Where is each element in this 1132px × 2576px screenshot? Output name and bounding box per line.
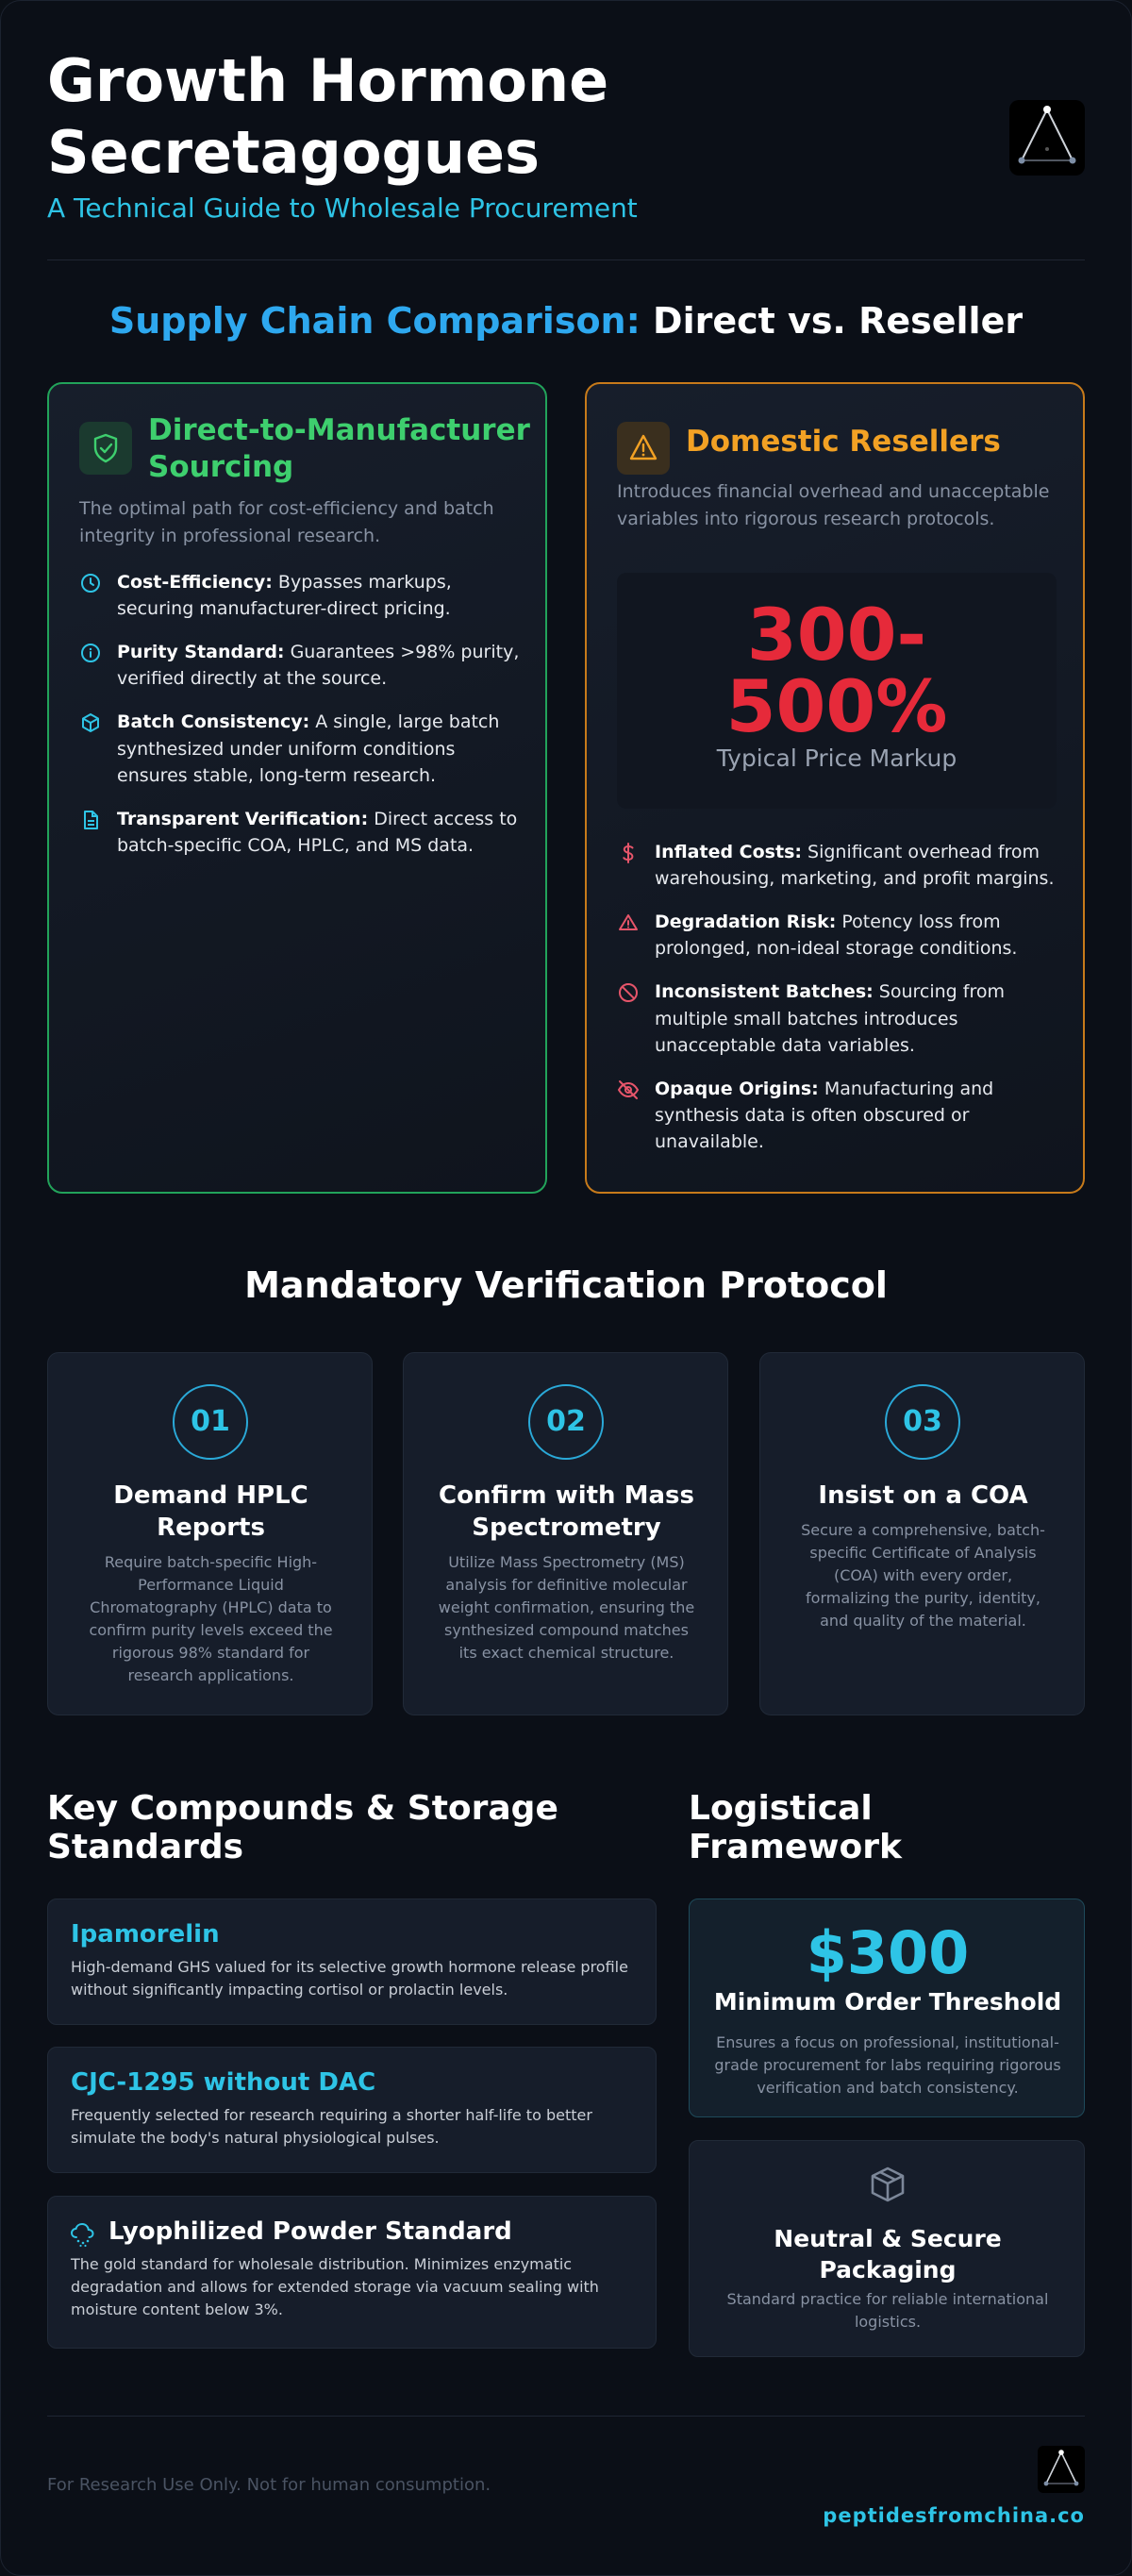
step-card-coa xyxy=(759,1352,1085,1715)
step-number: 03 xyxy=(885,1384,960,1460)
bullet-label: Degradation Risk: xyxy=(655,912,837,933)
direct-icon-box xyxy=(79,422,132,475)
bullet-label: Transparent Verification: xyxy=(117,808,369,829)
ban-icon xyxy=(617,981,640,1004)
bullet-text: Manufacturing and synthesis data is often obscured or unavailable. xyxy=(655,1078,994,1152)
snow-cloud-icon xyxy=(69,2219,97,2248)
clock-icon xyxy=(79,572,102,594)
verification-heading: Mandatory Verification Protocol xyxy=(244,1264,888,1306)
compound-description: Frequently selected for research requiring a shorter half-life to better simulate the body's natural physiological pulses. xyxy=(71,2106,592,2147)
list-item xyxy=(617,839,1060,892)
list-item xyxy=(79,806,523,859)
minimum-order-card xyxy=(689,1899,1085,2117)
markup-value: 300-500% xyxy=(725,593,948,748)
logo-triangle-icon xyxy=(1009,100,1085,176)
reseller-card-title: Domestic Resellers xyxy=(686,425,1001,459)
comparison-heading-accent: Supply Chain Comparison: xyxy=(108,300,641,342)
bullet-text: Direct access to batch-specific COA, HPLC, and MS data. xyxy=(117,808,518,856)
step-title: Demand HPLC Reports xyxy=(113,1481,308,1542)
packaging-title: Neutral & Secure Packaging xyxy=(774,2225,1002,2283)
logo-triangle-icon xyxy=(1038,2446,1085,2493)
page-subtitle: A Technical Guide to Wholesale Procurement xyxy=(47,192,638,224)
warning-icon xyxy=(617,422,670,475)
bullet-text: Significant overhead from warehousing, marketing, and profit margins. xyxy=(655,842,1055,890)
bullet-text: Sourcing from multiple small batches introduces unacceptable data variables. xyxy=(655,981,1005,1056)
package-icon xyxy=(867,2164,908,2205)
footer-divider xyxy=(47,2416,1085,2417)
bullet-label: Cost-Efficiency: xyxy=(117,572,273,593)
brand-logo xyxy=(1009,100,1085,176)
document-icon xyxy=(79,809,102,831)
bullet-text: Bypasses markups, securing manufacturer-direct pricing. xyxy=(117,572,452,620)
compound-name: Lyophilized Powder Standard xyxy=(108,2217,512,2246)
reseller-icon-box xyxy=(617,422,670,475)
bullet-label: Inconsistent Batches: xyxy=(655,981,874,1003)
website-link[interactable]: peptidesfromchina.co xyxy=(823,2504,1085,2527)
compound-card-cjc-1295 xyxy=(47,2047,657,2173)
compound-name: CJC-1295 without DAC xyxy=(71,2068,376,2097)
bullet-text: Guarantees >98% purity, verified directly at the source. xyxy=(117,642,520,690)
compound-card-ipamorelin xyxy=(47,1899,657,2025)
step-number: 02 xyxy=(528,1384,604,1460)
domestic-resellers-card xyxy=(585,382,1085,1194)
list-item xyxy=(617,979,1060,1058)
bullet-label: Purity Standard: xyxy=(117,642,285,663)
list-item xyxy=(79,639,523,692)
markup-callout xyxy=(617,573,1057,809)
reseller-bullet-list xyxy=(617,839,1060,1172)
step-number: 01 xyxy=(173,1384,248,1460)
list-item xyxy=(79,569,523,622)
list-item xyxy=(617,1076,1060,1155)
shield-check-icon xyxy=(79,422,132,475)
bullet-label: Opaque Origins: xyxy=(655,1078,819,1099)
page-title: Growth Hormone Secretagogues xyxy=(47,46,609,187)
compound-card-lyophilized xyxy=(47,2196,657,2349)
minimum-order-label: Minimum Order Threshold xyxy=(713,1988,1062,2016)
list-item xyxy=(617,909,1060,962)
header-divider xyxy=(47,259,1085,260)
reseller-card-description: Introduces financial overhead and unacceptable variables into rigorous research protocols. xyxy=(617,481,1050,529)
compound-description: High-demand GHS valued for its selective growth hormone release profile without significantly impacting cortisol or prolactin levels. xyxy=(71,1958,628,1999)
cube-icon xyxy=(79,711,102,734)
direct-card-title: Direct-to-Manufacturer Sourcing xyxy=(148,413,530,484)
compounds-heading: Key Compounds & Storage Standards xyxy=(47,1789,558,1866)
comparison-heading xyxy=(47,300,1085,342)
minimum-order-description: Ensures a focus on professional, institutional-grade procurement for labs requiring rigorous verification and batch consistency. xyxy=(714,2033,1061,2097)
step-card-mass-spec xyxy=(403,1352,728,1715)
info-icon xyxy=(79,642,102,664)
list-item xyxy=(79,709,523,788)
bullet-label: Batch Consistency: xyxy=(117,711,310,733)
step-description: Require batch-specific High-Performance Liquid Chromatography (HPLC) data to confirm purity levels exceed the rigorous 98% standard for research applications. xyxy=(89,1553,333,1684)
direct-card-description: The optimal path for cost-efficiency and batch integrity in professional research. xyxy=(79,498,494,546)
bullet-label: Inflated Costs: xyxy=(655,842,802,862)
bullet-text: A single, large batch synthesized under uniform conditions ensures stable, long-term research. xyxy=(117,711,500,786)
footer-disclaimer: For Research Use Only. Not for human consumption. xyxy=(47,2475,491,2495)
step-title: Insist on a COA xyxy=(818,1481,1028,1510)
step-card-hplc xyxy=(47,1352,373,1715)
compound-name: Ipamorelin xyxy=(71,1920,220,1949)
warning-icon xyxy=(617,912,640,934)
bullet-text: Potency loss from prolonged, non-ideal storage conditions. xyxy=(655,912,1018,960)
direct-sourcing-card xyxy=(47,382,547,1194)
step-title: Confirm with Mass Spectrometry xyxy=(439,1481,694,1542)
dollar-icon xyxy=(617,842,640,864)
direct-bullet-list xyxy=(79,569,523,876)
packaging-description: Standard practice for reliable international logistics. xyxy=(726,2290,1049,2331)
eye-off-icon xyxy=(617,1079,640,1101)
minimum-order-value: $300 xyxy=(806,1918,970,1987)
logistics-heading: Logistical Framework xyxy=(689,1789,902,1866)
compound-description: The gold standard for wholesale distribution. Minimizes enzymatic degradation and allows for extended storage via vacuum sealing with moisture content below 3%. xyxy=(71,2255,599,2318)
packaging-card xyxy=(689,2140,1085,2357)
markup-label: Typical Price Markup xyxy=(716,744,957,772)
step-description: Secure a comprehensive, batch-specific Certificate of Analysis (COA) with every order, formalizing the purity, identity, and quality of the material. xyxy=(801,1521,1045,1630)
step-description: Utilize Mass Spectrometry (MS) analysis for definitive molecular weight confirmation, ensuring the synthesized compound matches its exact chemical structure. xyxy=(438,1553,695,1662)
footer-logo xyxy=(1038,2446,1085,2493)
comparison-heading-rest: Direct vs. Reseller xyxy=(653,300,1024,342)
